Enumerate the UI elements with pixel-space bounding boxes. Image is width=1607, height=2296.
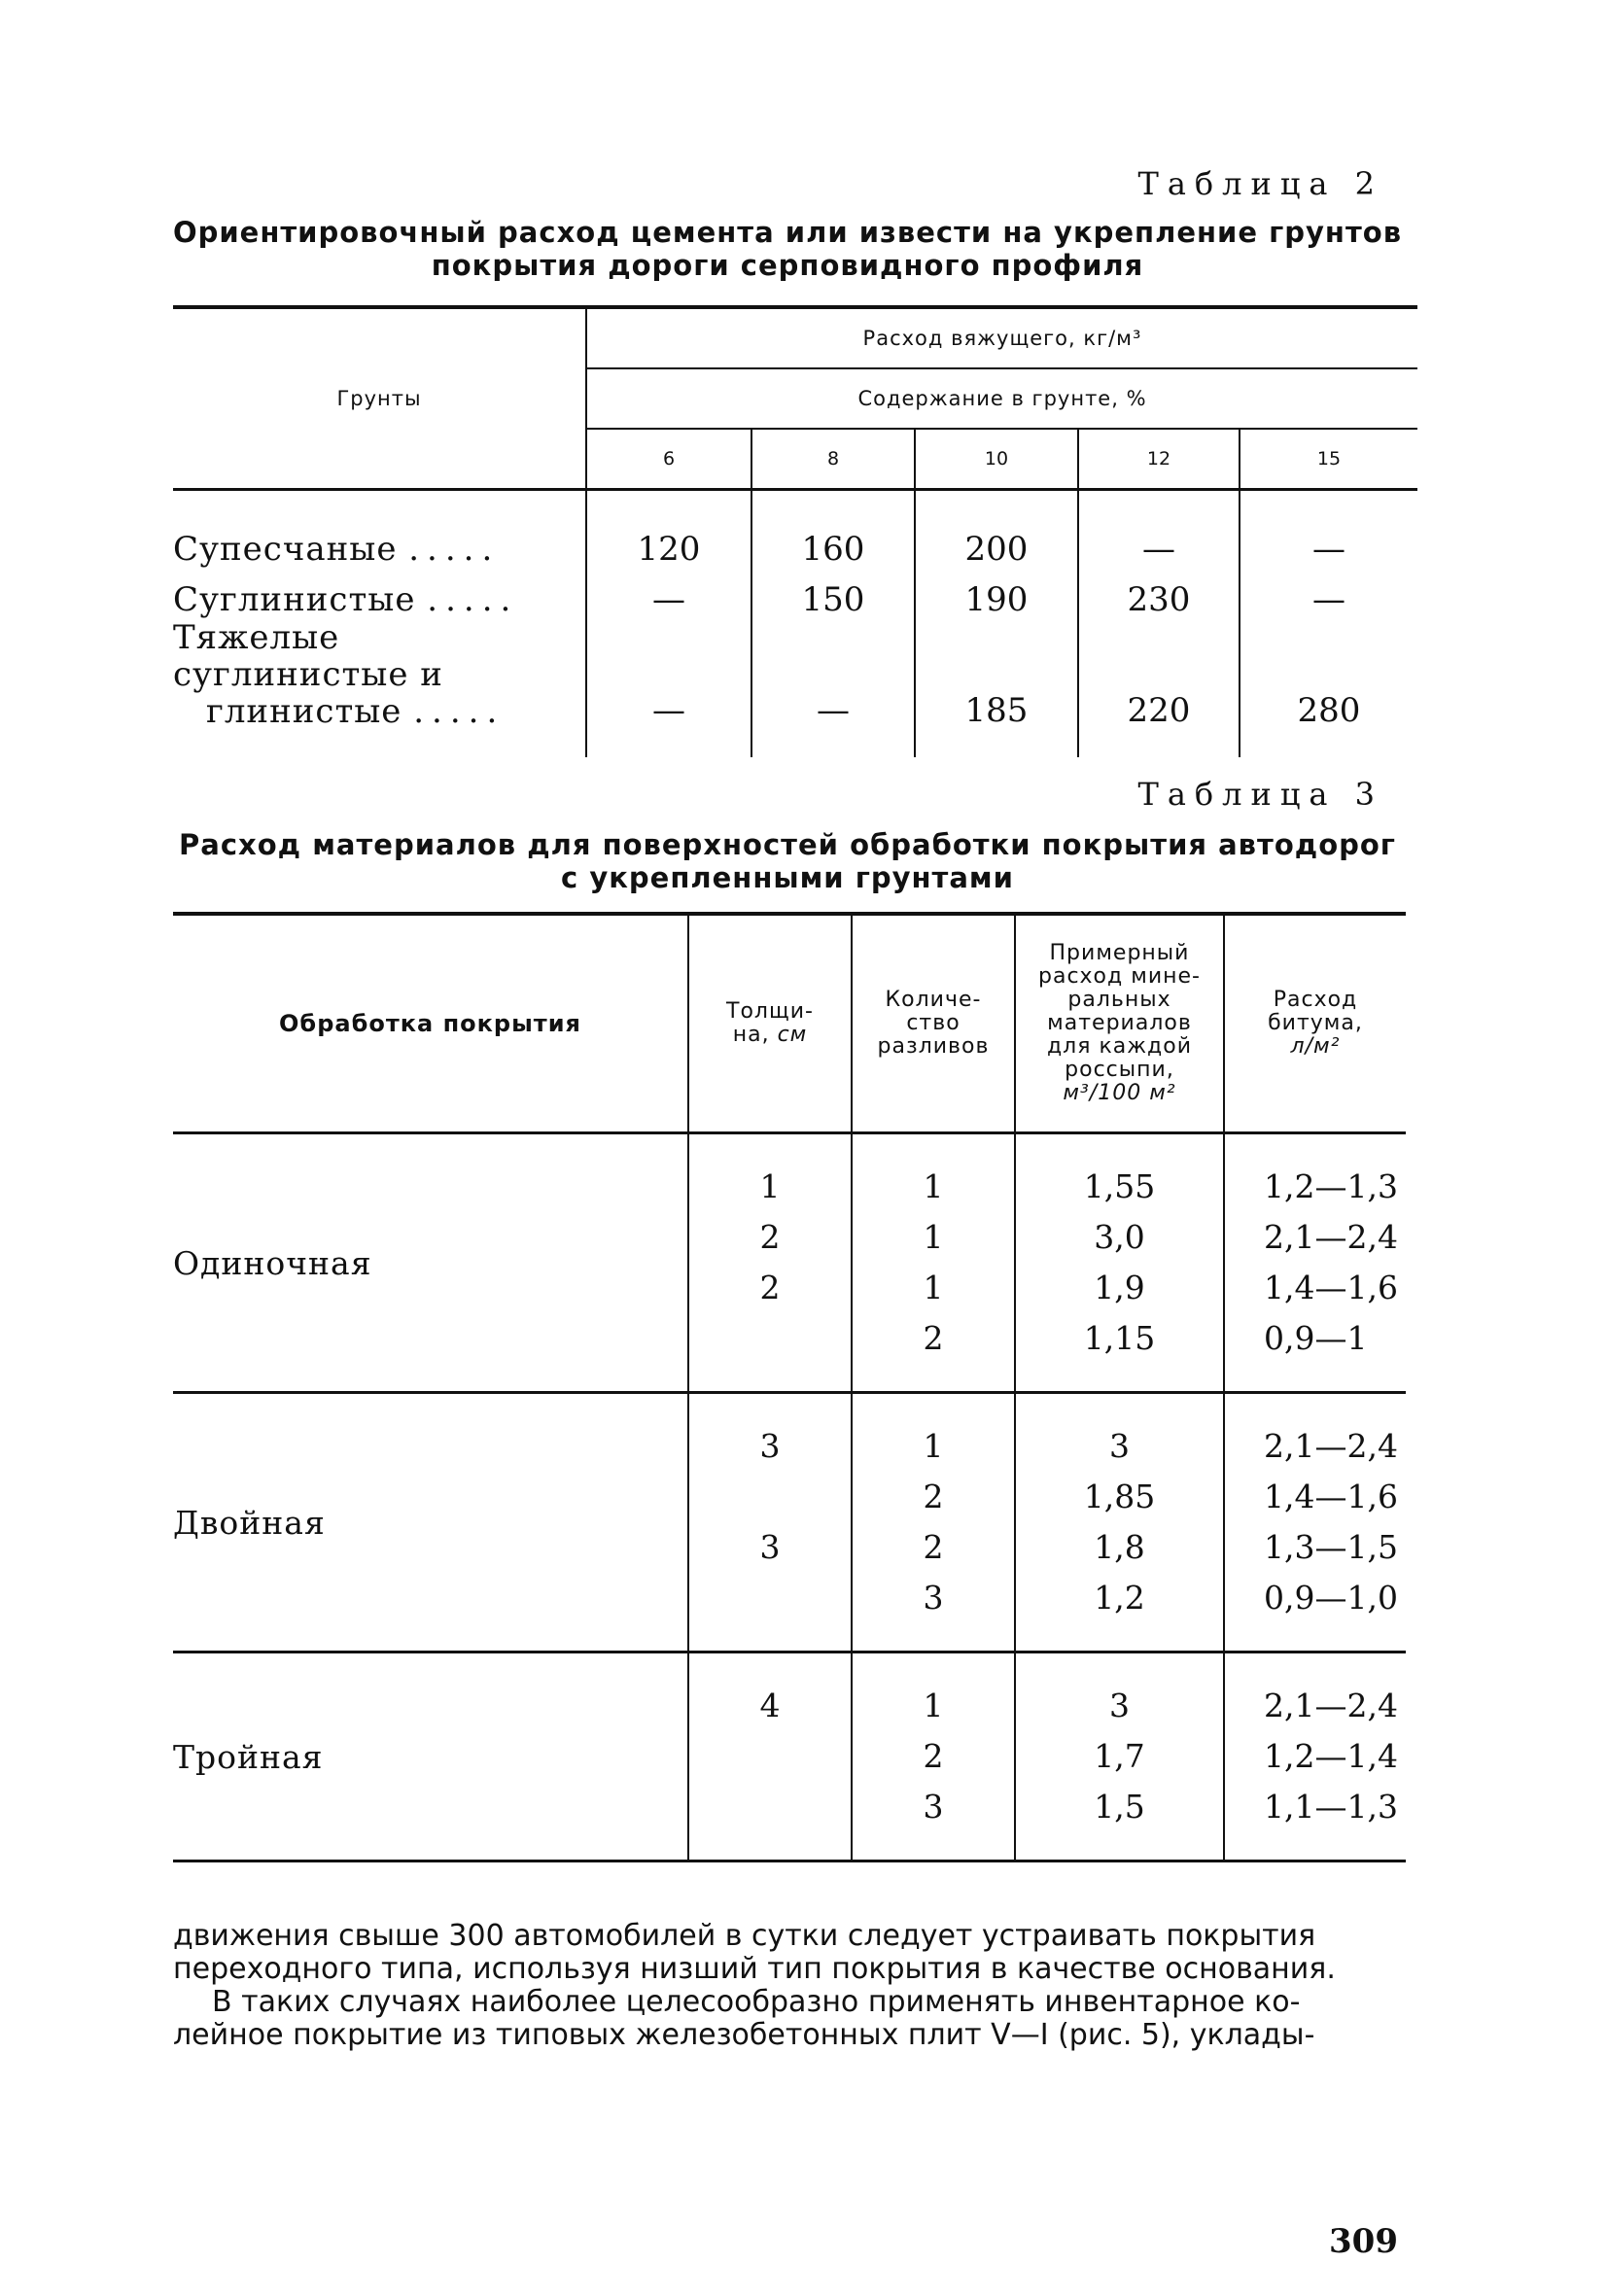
group-name: Тройная <box>173 1652 688 1861</box>
table2-title <box>165 216 1410 282</box>
mineral-cell: 3 1,7 1,5 <box>1015 1652 1224 1861</box>
count-cell: 1 2 2 3 <box>852 1393 1015 1652</box>
table2-header-row1 <box>173 307 1417 368</box>
cell-value: — <box>1312 530 1345 569</box>
thickness-cell: 4 <box>688 1652 852 1861</box>
row-name: Супесчаные ..... <box>173 518 586 569</box>
table3-title-line1: Расход материалов для поверхностей обработки покрытия автодорог <box>179 828 1396 861</box>
cell-value: 230 <box>1078 569 1240 619</box>
cell-value: 190 <box>915 569 1078 619</box>
table-row <box>173 1652 1406 1861</box>
table2-header-binder: Расход вяжущего, кг/м³ <box>586 307 1417 368</box>
text-line: движения свыше 300 автомобилей в сутки следует устраивать покрытия <box>173 1919 1316 1953</box>
text-line: переходного типа, используя низший тип покрытия в качестве основания. <box>173 1952 1336 1986</box>
cell-value: — <box>1312 580 1345 619</box>
table3-group-double <box>173 1393 1406 1652</box>
table3-title-line2: с укрепленными грунтами <box>561 861 1014 894</box>
table-row <box>173 1133 1406 1393</box>
cell-value: — <box>586 619 751 730</box>
bitumen-cell: 2,1—2,4 1,2—1,4 1,1—1,3 <box>1264 1687 1398 1826</box>
mineral-cell: 3 1,85 1,8 1,2 <box>1015 1393 1224 1652</box>
table3-group-single <box>173 1133 1406 1393</box>
bitumen-cell: 1,2—1,3 2,1—2,4 1,4—1,6 0,9—1 <box>1264 1167 1398 1357</box>
cell-value: 220 <box>1078 619 1240 730</box>
table2-header-content: Содержание в грунте, % <box>586 368 1417 429</box>
text-line: В таких случаях наиболее целесообразно применять инвентарное ко- <box>212 1985 1301 2019</box>
table3-header-count: Количе- ство разливов <box>852 914 1015 1133</box>
mineral-cell: 1,55 3,0 1,9 1,15 <box>1015 1133 1224 1393</box>
table2-title-line2: покрытия дороги серповидного профиля <box>431 249 1144 282</box>
table2-header-pct: 8 <box>751 429 915 490</box>
page-number: 309 <box>1329 2222 1398 2261</box>
table3 <box>173 912 1406 1862</box>
table2-header-pct: 15 <box>1316 448 1342 470</box>
cell-value: 120 <box>586 518 751 569</box>
thickness-cell: 1 2 2 <box>688 1133 852 1393</box>
table-row <box>173 569 1417 619</box>
thickness-cell: 3 3 <box>688 1393 852 1652</box>
cell-value: 160 <box>751 518 915 569</box>
table2-header-pct: 10 <box>915 429 1078 490</box>
row-name: Тяжелые суглинистые и глинистые ..... <box>173 619 586 730</box>
table3-title <box>165 828 1410 894</box>
group-name: Двойная <box>173 1393 688 1652</box>
count-cell: 1 1 1 2 <box>852 1133 1015 1393</box>
table3-header-thickness: Толщи- на, см <box>688 914 852 1133</box>
cell-value: 280 <box>1297 691 1361 730</box>
table3-header-mineral: Примерный расход мине- ральных материалов для каждой россыпи, м³/100 м² <box>1015 914 1224 1133</box>
cell-value: — <box>1078 518 1240 569</box>
table2-caption: Таблица 2 <box>1137 165 1383 202</box>
table-row <box>173 518 1417 569</box>
cell-value: 150 <box>751 569 915 619</box>
body-paragraph <box>173 1920 1415 2052</box>
row-name: Суглинистые ..... <box>173 569 586 619</box>
count-cell: 1 2 3 <box>852 1652 1015 1861</box>
table3-header-treatment: Обработка покрытия <box>173 914 688 1133</box>
table2-header-pct: 12 <box>1078 429 1240 490</box>
table-row <box>173 1393 1406 1652</box>
table3-group-triple <box>173 1652 1406 1861</box>
bitumen-cell: 2,1—2,4 1,4—1,6 1,3—1,5 0,9—1,0 <box>1264 1427 1398 1617</box>
cell-value: 185 <box>915 619 1078 730</box>
table3-caption: Таблица 3 <box>1137 776 1383 813</box>
table3-header-bitumen: Расход битума, л/м² <box>1224 914 1406 1133</box>
table2-header-pct: 6 <box>586 429 751 490</box>
cell-value: — <box>586 569 751 619</box>
cell-value: 200 <box>915 518 1078 569</box>
text-line: лейное покрытие из типовых железобетонных плит V—I (рис. 5), уклады- <box>173 2018 1315 2052</box>
table2 <box>173 305 1417 757</box>
table2-title-line1: Ориентировочный расход цемента или извести на укрепление грунтов <box>172 216 1403 249</box>
table3-header-row <box>173 914 1406 1133</box>
table-row <box>173 619 1417 730</box>
group-name: Одиночная <box>173 1133 688 1393</box>
cell-value: — <box>751 619 915 730</box>
table2-header-soils: Грунты <box>173 307 586 490</box>
